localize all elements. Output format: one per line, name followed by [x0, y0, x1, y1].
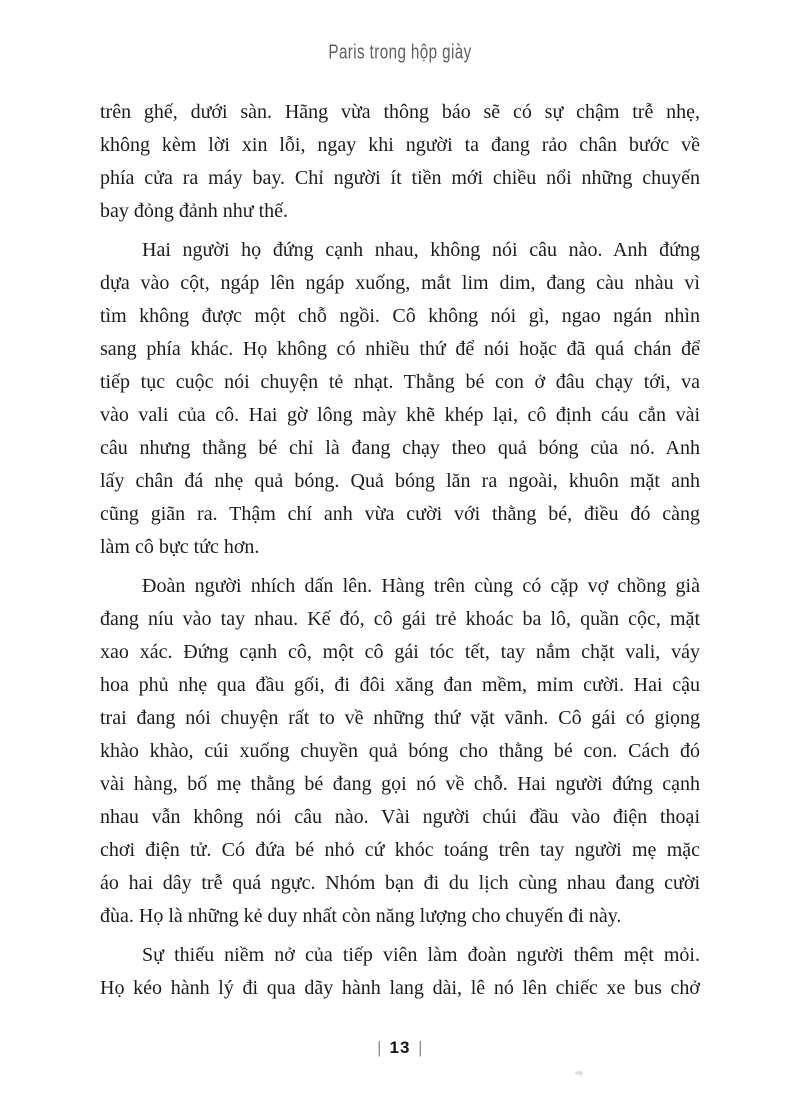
body-line: vài hàng, bố mẹ thằng bé đang gọi nó về chỗ. Hai người đứng cạnh — [100, 773, 700, 795]
body-line: xao xác. Đứng cạnh cô, một cô gái tóc tết, tay nắm chặt vali, váy — [100, 641, 700, 663]
body-line: làm cô bực tức hơn. — [100, 536, 260, 558]
body-line: câu nhưng thằng bé chỉ là đang chạy theo quả bóng của nó. Anh — [100, 437, 700, 459]
body-line: Sự thiếu niềm nở của tiếp viên làm đoàn người thêm mệt mỏi. — [142, 944, 700, 966]
body-line: đùa. Họ là những kẻ duy nhất còn năng lượng cho chuyến đi này. — [100, 905, 622, 927]
body-line: Đoàn người nhích dấn lên. Hàng trên cùng có cặp vợ chồng già — [142, 575, 700, 597]
body-line: tìm không được một chỗ ngồi. Cô không nói gì, ngao ngán nhìn — [100, 305, 700, 327]
body-line: phía cửa ra máy bay. Chỉ người ít tiền mới chiều nổi những chuyến — [100, 167, 700, 189]
body-line: dựa vào cột, ngáp lên ngáp xuống, mắt lim dim, đang càu nhàu vì — [100, 272, 700, 294]
body-line: khào khào, cúi xuống chuyền quả bóng cho thằng bé con. Cách đó — [100, 740, 700, 762]
body-line: tiếp tục cuộc nói chuyện tẻ nhạt. Thằng bé con ở đâu chạy tới, va — [100, 371, 700, 393]
body-line: trên ghế, dưới sàn. Hãng vừa thông báo sẽ có sự chậm trễ nhẹ, — [100, 101, 700, 123]
scan-speck — [575, 1071, 583, 1075]
page-footer — [0, 1038, 800, 1058]
body-line: hoa phủ nhẹ qua đầu gối, đi đôi xăng đan mềm, mỉm cười. Hai cậu — [100, 674, 700, 696]
body-line: cũng giãn ra. Thậm chí anh vừa cười với thằng bé, điều đó càng — [100, 503, 700, 525]
body-line: vào vali của cô. Hai gờ lông mày khẽ khép lại, cô định cáu cẳn vài — [100, 404, 700, 426]
body-line: đang níu vào tay nhau. Kế đó, cô gái trẻ khoác ba lô, quần cộc, mặt — [100, 608, 700, 630]
body-line: chơi điện tử. Có đứa bé nhỏ cứ khóc toáng trên tay người mẹ mặc — [100, 839, 700, 861]
body-line: Họ kéo hành lý đi qua dãy hành lang dài, lê nó lên chiếc xe bus chở — [100, 977, 700, 999]
page-number: 13 — [389, 1038, 411, 1057]
paragraph — [100, 234, 700, 564]
page-number-bar-left: | — [377, 1038, 381, 1057]
paragraph — [100, 96, 700, 228]
body-line: không kèm lời xin lỗi, ngay khi người ta đang rảo chân bước về — [100, 134, 700, 156]
body-line: nhau vẫn không nói câu nào. Vài người chúi đầu vào điện thoại — [100, 806, 700, 828]
paragraph — [100, 939, 700, 1005]
body-line: áo hai dây trễ quá ngực. Nhóm bạn đi du lịch cùng nhau đang cười — [100, 872, 700, 894]
body-line: Hai người họ đứng cạnh nhau, không nói câu nào. Anh đứng — [142, 239, 700, 261]
body-line: sang phía khác. Họ không có nhiều thứ để nói hoặc đã quá chán để — [100, 338, 700, 360]
body-line: trai đang nói chuyện rất to về những thứ vặt vãnh. Cô gái có giọng — [100, 707, 700, 729]
body-line: bay đỏng đảnh như thế. — [100, 200, 289, 222]
running-header-title: Paris trong hộp giày — [328, 41, 472, 64]
page-number-bar-right: | — [419, 1038, 422, 1057]
body-line: lấy chân đá nhẹ quả bóng. Quả bóng lăn ra ngoài, khuôn mặt anh — [100, 470, 700, 492]
paragraph — [100, 570, 700, 933]
page-body — [100, 96, 700, 1011]
